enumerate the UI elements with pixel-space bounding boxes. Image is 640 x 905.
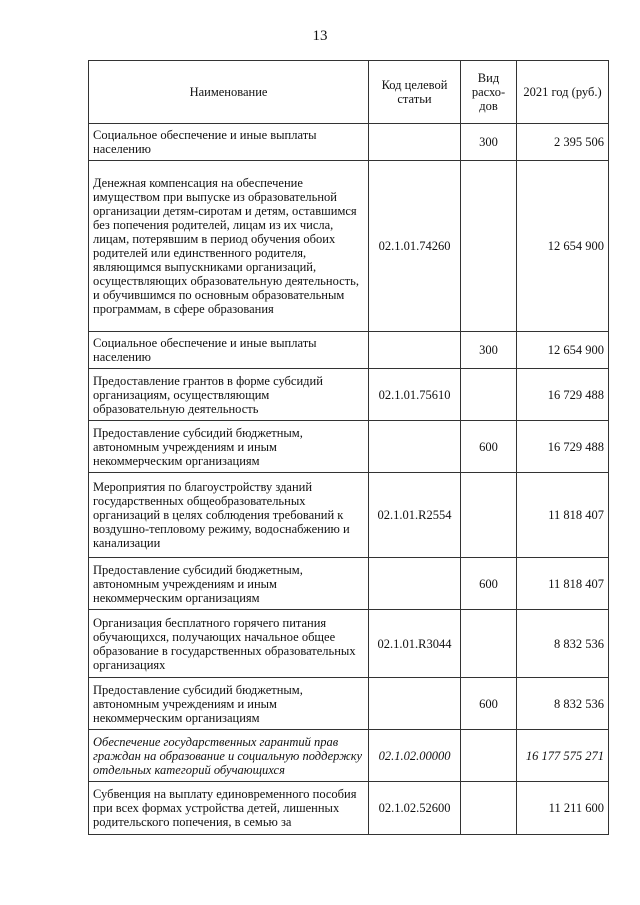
row-name: Обеспечение государственных гарантий прав граждан на образование и социальную поддержку отдельных категорий обучающихся	[89, 730, 369, 782]
table-row	[89, 161, 609, 332]
table-header-row	[89, 61, 609, 124]
row-kind	[461, 161, 517, 332]
row-name: Мероприятия по благоустройству зданий государственных общеобразовательных организаций в целях соблюдения требований к воздушно-тепловому режиму, водоснабжению и канализации	[89, 473, 369, 558]
row-code: 02.1.01.R2554	[369, 473, 461, 558]
row-name: Предоставление субсидий бюджетным, автономным учреждениям и иным некоммерческим организациям	[89, 678, 369, 730]
table-row	[89, 421, 609, 473]
row-kind: 600	[461, 558, 517, 610]
table-row	[89, 124, 609, 161]
table-row	[89, 473, 609, 558]
budget-table	[88, 60, 609, 835]
row-amount: 16 729 488	[517, 421, 609, 473]
table-row	[89, 610, 609, 678]
table-row	[89, 369, 609, 421]
row-code: 02.1.02.00000	[369, 730, 461, 782]
row-name: Социальное обеспечение и иные выплаты населению	[89, 124, 369, 161]
row-kind	[461, 730, 517, 782]
table-row	[89, 730, 609, 782]
row-name: Предоставление грантов в форме субсидий организациям, осуществляющим образовательную деятельность	[89, 369, 369, 421]
header-name: Наименование	[89, 61, 369, 124]
row-code	[369, 124, 461, 161]
row-kind	[461, 369, 517, 421]
row-amount: 8 832 536	[517, 610, 609, 678]
header-code: Код целевой статьи	[369, 61, 461, 124]
row-name: Предоставление субсидий бюджетным, автономным учреждениям и иным некоммерческим организациям	[89, 558, 369, 610]
header-amount: 2021 год (руб.)	[517, 61, 609, 124]
row-code	[369, 678, 461, 730]
row-name: Социальное обеспечение и иные выплаты населению	[89, 332, 369, 369]
row-amount: 12 654 900	[517, 332, 609, 369]
row-name: Субвенция на выплату единовременного пособия при всех формах устройства детей, лишенных родительского попечения, в семью за	[89, 782, 369, 835]
row-name: Организация бесплатного горячего питания обучающихся, получающих начальное общее образование в государственных образовательных организациях	[89, 610, 369, 678]
row-amount: 11 818 407	[517, 558, 609, 610]
row-kind	[461, 782, 517, 835]
row-amount: 2 395 506	[517, 124, 609, 161]
row-amount: 16 729 488	[517, 369, 609, 421]
row-amount: 16 177 575 271	[517, 730, 609, 782]
row-amount: 12 654 900	[517, 161, 609, 332]
row-name: Предоставление субсидий бюджетным, автономным учреждениям и иным некоммерческим организациям	[89, 421, 369, 473]
row-kind	[461, 610, 517, 678]
row-code	[369, 421, 461, 473]
row-code: 02.1.01.R3044	[369, 610, 461, 678]
row-kind	[461, 473, 517, 558]
row-kind: 600	[461, 678, 517, 730]
row-amount: 8 832 536	[517, 678, 609, 730]
row-code: 02.1.01.75610	[369, 369, 461, 421]
table-row	[89, 678, 609, 730]
table-row	[89, 782, 609, 835]
row-kind: 300	[461, 124, 517, 161]
row-amount: 11 818 407	[517, 473, 609, 558]
row-code: 02.1.02.52600	[369, 782, 461, 835]
row-amount: 11 211 600	[517, 782, 609, 835]
row-code	[369, 332, 461, 369]
header-kind: Вид расхо-дов	[461, 61, 517, 124]
row-kind: 300	[461, 332, 517, 369]
row-kind: 600	[461, 421, 517, 473]
row-code: 02.1.01.74260	[369, 161, 461, 332]
table-row	[89, 332, 609, 369]
row-code	[369, 558, 461, 610]
page-number: 13	[312, 28, 328, 44]
row-name: Денежная компенсация на обеспечение имуществом при выпуске из образовательной организации детям-сиротам и детям, оставшимся без попечения родителей, лицам из их числа, лицам, потерявшим в период обучения обоих родителей или единственного родителя, являющимся выпускниками организаций, осуществляющих образовательную деятельность, и обучившимся по основным образовательным программам, в сфере образования	[89, 161, 369, 332]
table-row	[89, 558, 609, 610]
